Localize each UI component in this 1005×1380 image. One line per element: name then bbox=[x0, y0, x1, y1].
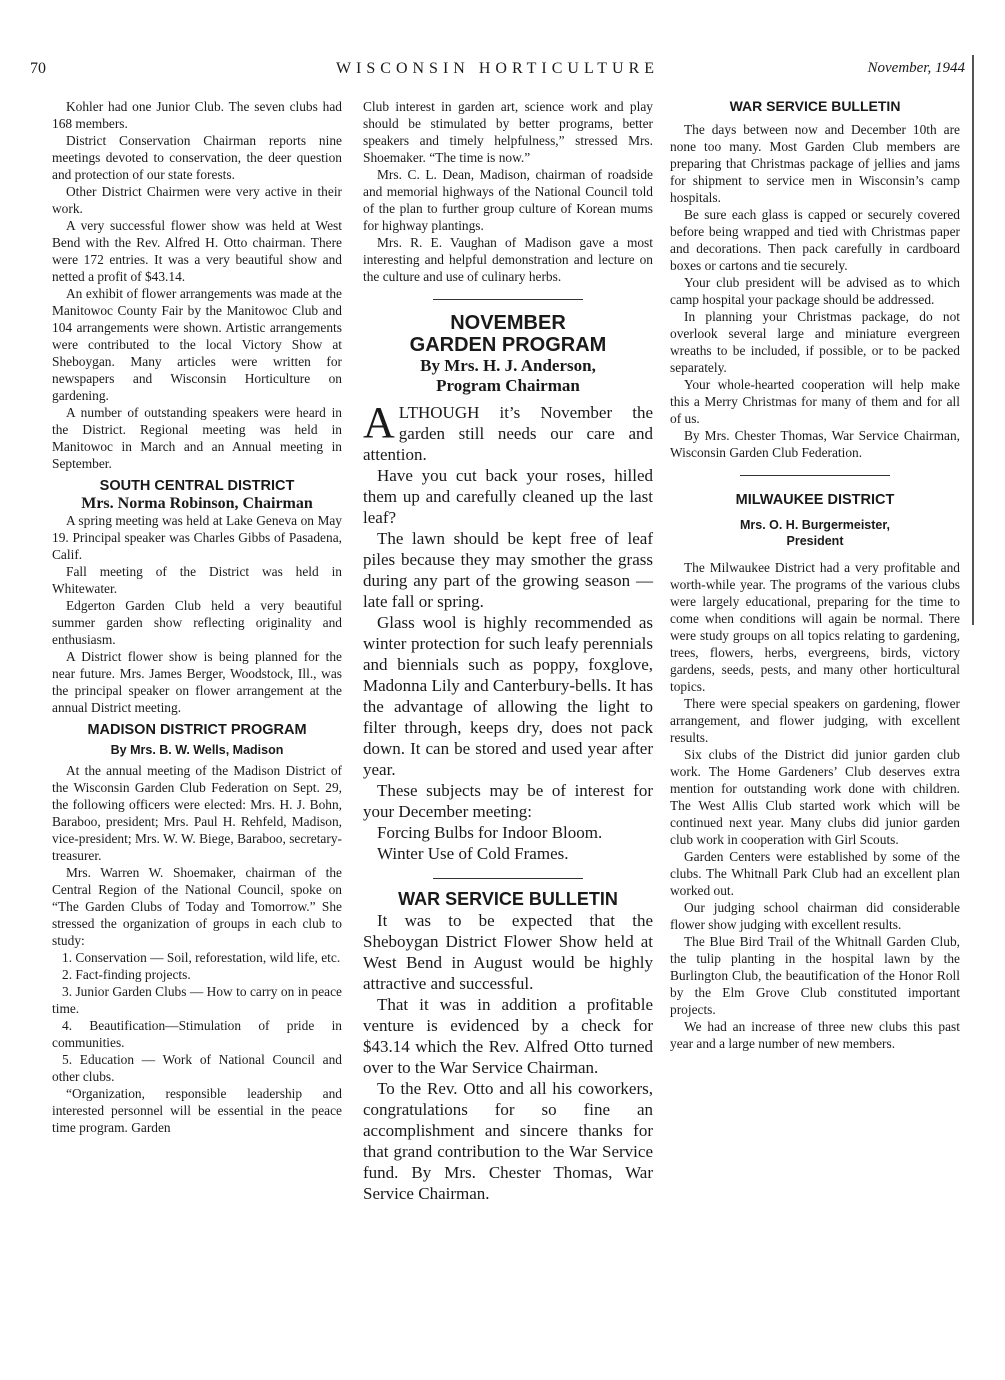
publication-title: WISCONSIN HORTICULTURE bbox=[335, 60, 660, 77]
war-service-heading: WAR SERVICE BULLETIN bbox=[398, 889, 618, 909]
paragraph: That it was in addition a profitable venture is evidenced by a check for $43.14 which the Rev. Alfred Otto turned over to the War Service Chairman. bbox=[363, 995, 653, 1077]
november-role: Program Chairman bbox=[436, 376, 580, 395]
paragraph: Have you cut back your roses, hilled them up and carefully cleaned up the last leaf? bbox=[363, 466, 653, 527]
divider bbox=[433, 878, 583, 879]
war-service-heading-col3: WAR SERVICE BULLETIN bbox=[729, 98, 901, 114]
paragraph: At the annual meeting of the Madison District of the Wisconsin Garden Club Federation on Sept. 29, the following officers were elected: Mrs. H. J. Bohn, Baraboo, president; Mrs. Paul H. Rehfeld, Madison, vice-president; Mrs. W. W. Biege, Baraboo, secretary-treasurer. bbox=[52, 763, 342, 863]
column-3 bbox=[670, 98, 960, 1052]
milwaukee-president-name: Mrs. O. H. Burgermeister, bbox=[739, 518, 891, 532]
paragraph: Your whole-hearted cooperation will help make this a Merry Christmas for many of them and for all of us. bbox=[670, 377, 960, 426]
paragraph: Winter Use of Cold Frames. bbox=[377, 844, 569, 863]
paragraph: Glass wool is highly recommended as winter protection for such leafy perennials and biennials such as poppy, foxglove, Madonna Lily and Canterbury-bells. It has the advantage of allowing the light to filter through, keeps dry, does not pack down. It can be stored and used year after year. bbox=[363, 613, 653, 779]
paragraph: Your club president will be advised as to which camp hospital your package should be addressed. bbox=[670, 275, 960, 307]
paragraph: By Mrs. Chester Thomas, War Service Chairman, Wisconsin Garden Club Federation. bbox=[670, 428, 960, 460]
drop-cap: A bbox=[363, 398, 395, 447]
paragraph: The Milwaukee District had a very profitable and worth-while year. The programs of the various clubs were largely educational, preparing for the time to come when conditions will again be normal. There were study groups on all topics relating to gardening, trees, flowers, herbs, evergreens, birds, victory gardens, seeds, pests, and many other horticultural topics. bbox=[670, 560, 960, 694]
paragraph: Six clubs of the District did junior garden club work. The Home Gardeners’ Club deserves extra mention for outstanding work done with children. The West Allis Club started work which will be continued next year. Many clubs did junior garden club work in cooperation with Girl Scouts. bbox=[670, 747, 960, 847]
paragraph: To the Rev. Otto and all his coworkers, congratulations for so fine an accomplishment and sincere thanks for that grand contribution to the War Service fund. By Mrs. Chester Thomas, War Service Chairman. bbox=[363, 1079, 653, 1203]
page-number: 70 bbox=[30, 60, 46, 77]
paragraph: We had an increase of three new clubs this past year and a large number of new members. bbox=[670, 1019, 960, 1051]
milwaukee-heading: MILWAUKEE DISTRICT bbox=[735, 492, 895, 508]
page-header bbox=[30, 60, 965, 88]
paragraph: Mrs. C. L. Dean, Madison, chairman of roadside and memorial highways of the National Council told of the plan to further group culture of Korean mums for highway plantings. bbox=[363, 167, 653, 233]
november-heading-line1: NOVEMBER bbox=[450, 312, 566, 334]
paragraph bbox=[363, 398, 653, 465]
list-item: 2. Fact-finding projects. bbox=[62, 967, 191, 982]
list-item: 4. Beautification—Stimulation of pride in communities. bbox=[52, 1018, 342, 1050]
war-service-body bbox=[363, 910, 653, 1204]
paragraph: There were special speakers on gardening, flower arrangement, and flower judging, with excellent results. bbox=[670, 696, 960, 745]
page-edge-rule bbox=[972, 55, 974, 625]
paragraph: Garden Centers were established by some of the clubs. The Whitnall Park Club had an excellent plan worked out. bbox=[670, 849, 960, 898]
paragraph: The days between now and December 10th are none too many. Most Garden Club members are preparing that Christmas package of jellies and jams for shipment to service men in Wisconsin’s camp hospitals. bbox=[670, 122, 960, 205]
paragraph: Forcing Bulbs for Indoor Bloom. bbox=[377, 823, 603, 842]
paragraph-text: LTHOUGH it’s November the garden still needs our care and attention. bbox=[363, 403, 653, 464]
november-heading-line2: GARDEN PROGRAM bbox=[409, 334, 607, 356]
column-1 bbox=[52, 98, 342, 1136]
paragraph: Edgerton Garden Club held a very beautiful summer garden show reflecting originality and enthusiasm. bbox=[52, 598, 342, 647]
milwaukee-president-role: President bbox=[786, 534, 844, 548]
study-list bbox=[52, 949, 342, 1085]
paragraph: A District flower show is being planned for the near future. Mrs. James Berger, Woodstock, Ill., was the principal speaker on flower arrangement at the annual District meeting. bbox=[52, 649, 342, 715]
divider bbox=[433, 299, 583, 300]
divider bbox=[740, 475, 890, 476]
november-byline: By Mrs. H. J. Anderson, bbox=[420, 356, 596, 375]
milwaukee-byline bbox=[670, 517, 960, 549]
paragraph: Club interest in garden art, science work and play should be stimulated by better programs, better speakers and timely helpfulness,” stressed Mrs. Shoemaker. “The time is now.” bbox=[363, 99, 653, 165]
issue-date: November, 1944 bbox=[867, 60, 965, 76]
paragraph: In planning your Christmas package, do not overlook several large and miniature evergreen wreaths to be included, if possible, or to be packed separately. bbox=[670, 309, 960, 375]
paragraph: “Organization, responsible leadership and interested personnel will be essential in the peace time program. Garden bbox=[52, 1086, 342, 1135]
paragraph: The lawn should be kept free of leaf piles because they may smother the grass during any part of the growing season — late fall or spring. bbox=[363, 529, 653, 611]
paragraph: Kohler had one Junior Club. The seven clubs had 168 members. bbox=[52, 99, 342, 131]
paragraph: The Blue Bird Trail of the Whitnall Garden Club, the tulip planting in the hospital lawn by the Burlington Club, the beautification of the Honor Roll by the Elm Grove Club constituted important projects. bbox=[670, 934, 960, 1017]
list-item: 3. Junior Garden Clubs — How to carry on in peace time. bbox=[52, 984, 342, 1016]
column-2 bbox=[363, 98, 653, 1204]
paragraph: A very successful flower show was held at West Bend with the Rev. Alfred H. Otto chairman. There were 172 entries. It was a very beautiful show and netted a profit of $43.14. bbox=[52, 218, 342, 284]
south-central-heading: SOUTH CENTRAL DISTRICT bbox=[99, 478, 295, 494]
paragraph: It was to be expected that the Sheboygan District Flower Show held at West Bend in August would be highly attractive and successful. bbox=[363, 911, 653, 993]
paragraph: Be sure each glass is capped or securely covered before being wrapped and tied with Christmas paper and decorations. Then pack carefully in cardboard boxes or cartons and tie securely. bbox=[670, 207, 960, 273]
paragraph: A number of outstanding speakers were heard in the District. Regional meeting was held in Manitowoc in March and an Annual meeting in September. bbox=[52, 405, 342, 471]
paragraph: Our judging school chairman did considerable flower show judging with excellent results. bbox=[670, 900, 960, 932]
madison-heading: MADISON DISTRICT PROGRAM bbox=[87, 722, 307, 738]
list-item: 1. Conservation — Soil, reforestation, wild life, etc. bbox=[62, 950, 341, 965]
paragraph: Other District Chairmen were very active in their work. bbox=[52, 184, 342, 216]
paragraph: District Conservation Chairman reports nine meetings devoted to conservation, the deer question and protection of our state forests. bbox=[52, 133, 342, 182]
november-body bbox=[363, 398, 653, 864]
paragraph: A spring meeting was held at Lake Geneva on May 19. Principal speaker was Charles Gibbs of Pasadena, Calif. bbox=[52, 513, 342, 562]
list-item: 5. Education — Work of National Council and other clubs. bbox=[52, 1052, 342, 1084]
paragraph: Mrs. Warren W. Shoemaker, chairman of the Central Region of the National Council, spoke on “The Garden Clubs of Today and Tomorrow.” She stressed the organization of groups in each club to study: bbox=[52, 865, 342, 948]
madison-byline: By Mrs. B. W. Wells, Madison bbox=[110, 743, 284, 757]
south-central-chairman: Mrs. Norma Robinson, Chairman bbox=[81, 495, 313, 512]
paragraph: Mrs. R. E. Vaughan of Madison gave a most interesting and helpful demonstration and lecture on the culture and use of culinary herbs. bbox=[363, 235, 653, 284]
paragraph: These subjects may be of interest for your December meeting: bbox=[363, 781, 653, 821]
paragraph: Fall meeting of the District was held in Whitewater. bbox=[52, 564, 342, 596]
paragraph: An exhibit of flower arrangements was made at the Manitowoc County Fair by the Manitowoc Club and 104 arrangements were shown. Artistic arrangements were contributed to the local Victory Show at Sheboygan. Many articles were written for newspapers and Wisconsin Horticulture on gardening. bbox=[52, 286, 342, 403]
